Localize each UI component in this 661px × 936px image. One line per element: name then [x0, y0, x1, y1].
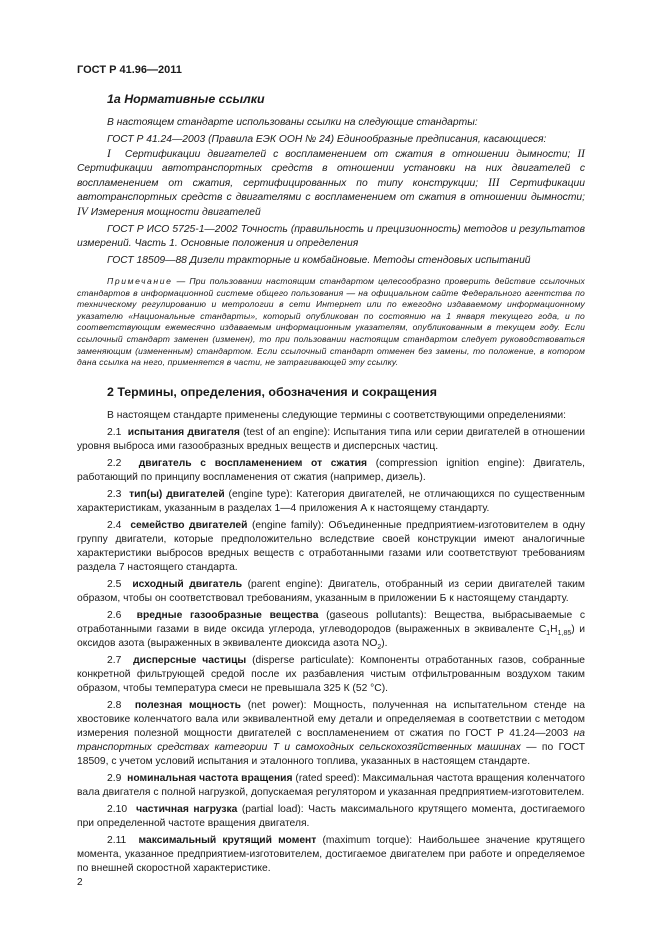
note-text: — При пользовании настоящим стандартом целесообразно проверить действие ссылочных стандартов в информационной системе общего пользования — на официальном сайте Федерального агентства по техническому регулированию и метрологии в сети Интернет или по ежегодно издаваемому информационному указателю «Национальные стандарты», который опубликован по состоянию на 1 января текущего года, и по соответствующим ежемесячно издаваемым информационным указателям, опубликованным в текущем году. Если ссылочный стандарт заменен (изменен), то при пользовании настоящим стандартом следует руководствоваться заменяющим (измененным) стандартом. Если ссылочный стандарт отменен без замены, то положение, в котором дана ссылка на него, применяется в части, не затрагивающей эту ссылку. [77, 276, 585, 368]
term-2-4: 2.4 семейство двигателей (engine family): Объединенные предприятием-изготовителем в одну группу двигатели, которые предположительно вследствие своей конструкции имеют аналогичные характеристики выбросов вредных веществ с отработанными газами или соответствуют требованиям раздела 7 настоящего стандарта. [77, 519, 585, 573]
term-2-8: 2.8 полезная мощность (net power): Мощность, полученная на испытательном стенде на хвостовике коленчатого вала или эквивалентной ему детали и определяемая в соответствии с методом измерения полезной мощности двигателей с воспламенением от сжатия по ГОСТ Р 41.24—2003 на транспортных средствах категории Т и самоходных сельскохозяйственных машинах — по ГОСТ 18509, с учетом условий испытания и эталонного топлива, указанных в настоящем стандарте. [77, 699, 585, 767]
section-1a-title: 1а Нормативные ссылки [107, 92, 265, 106]
refs-intro: В настоящем стандарте использованы ссылки на следующие стандарты: [107, 117, 478, 128]
term-2-1: 2.1 испытания двигателя (test of an engine): Испытания типа или серии двигателей в отношении уровня выброса ими газообразных вредных веществ и дисперсных частиц. [77, 426, 585, 452]
page-content [77, 92, 585, 879]
ref-gost-iso-5725: ГОСТ Р ИСО 5725-1—2002 Точность (правильность и прецизионность) методов и результатов измерений. Часть 1. Основные положения и определения [77, 224, 585, 249]
doc-code-header: ГОСТ Р 41.96—2011 [77, 64, 182, 76]
section-2-title: 2 Термины, определения, обозначения и сокращения [107, 384, 437, 399]
note-label: Примечание [107, 276, 173, 286]
term-2-10: 2.10 частичная нагрузка (partial load): Часть максимального крутящего момента, достигаемого при определенной частоте вращения двигателя. [77, 803, 585, 829]
ref-gost-41-24: ГОСТ Р 41.24—2003 (Правила ЕЭК ООН № 24) Единообразные предписания, касающиеся: [107, 134, 547, 145]
term-2-7: 2.7 дисперсные частицы (disperse particulate): Компоненты отработанных газов, собранные конкретной фильтрующей средой после их разбавления чистым отфильтрованным воздухом таким образом, чтобы температура смеси не превышала 325 К (52 °С). [77, 654, 585, 694]
term-2-2: 2.2 двигатель с воспламенением от сжатия (compression ignition engine): Двигатель, работающий по принципу воспламенения от сжатия (например, дизель). [77, 457, 585, 483]
term-2-6: 2.6 вредные газообразные вещества (gaseous pollutants): Вещества, выбрасываемые с отработанными газами в виде оксида углерода, углеводородов (выраженных в эквиваленте $C_1H_{1,85}$) и оксидов азота (выраженных в эквиваленте диоксида азота $NO_2$). [77, 609, 585, 651]
note-paragraph [77, 276, 585, 369]
term-2-11: 2.11 максимальный крутящий момент (maximum torque): Наибольшее значение крутящего момента, указанное предприятием-изготовителем, достигаемое двигателем при работе и определяемое по внешней скоростной характеристике. [77, 834, 585, 874]
term-2-5: 2.5 исходный двигатель (parent engine): Двигатель, отобранный из серии двигателей таким образом, чтобы он соответствовал требованиям, указанным в приложении Б к настоящему стандарту. [77, 578, 585, 604]
ref-gost-18509: ГОСТ 18509—88 Дизели тракторные и комбайновые. Методы стендовых испытаний [107, 255, 531, 266]
term-2-9: 2.9 номинальная частота вращения (rated speed): Максимальная частота вращения коленчатого вала двигателя с полной нагрузкой, допускаемая регулятором и указанная предприятием-изготовителем. [77, 772, 585, 798]
page-number: 2 [77, 877, 83, 888]
ref-gost-41-24-parts: I Сертификации двигателей с воспламенением от сжатия в отношении дымности; II Сертификации автотранспортных средств в отношении установки на них двигателей с воспламенением от сжатия, сертифицированных по типу конструкции; III Сертификации автотранспортных средств с двигателями с воспламенением от сжатия в отношении дымности; IV Измерения мощности двигателей [77, 148, 585, 218]
section-2-intro: В настоящем стандарте применены следующие термины с соответствующими определениями: [107, 409, 567, 421]
term-2-3: 2.3 тип(ы) двигателей (engine type): Категория двигателей, не отличающихся по существенным характеристикам, указанным в разделах 1—4 приложения А к настоящему стандарту. [77, 488, 585, 514]
